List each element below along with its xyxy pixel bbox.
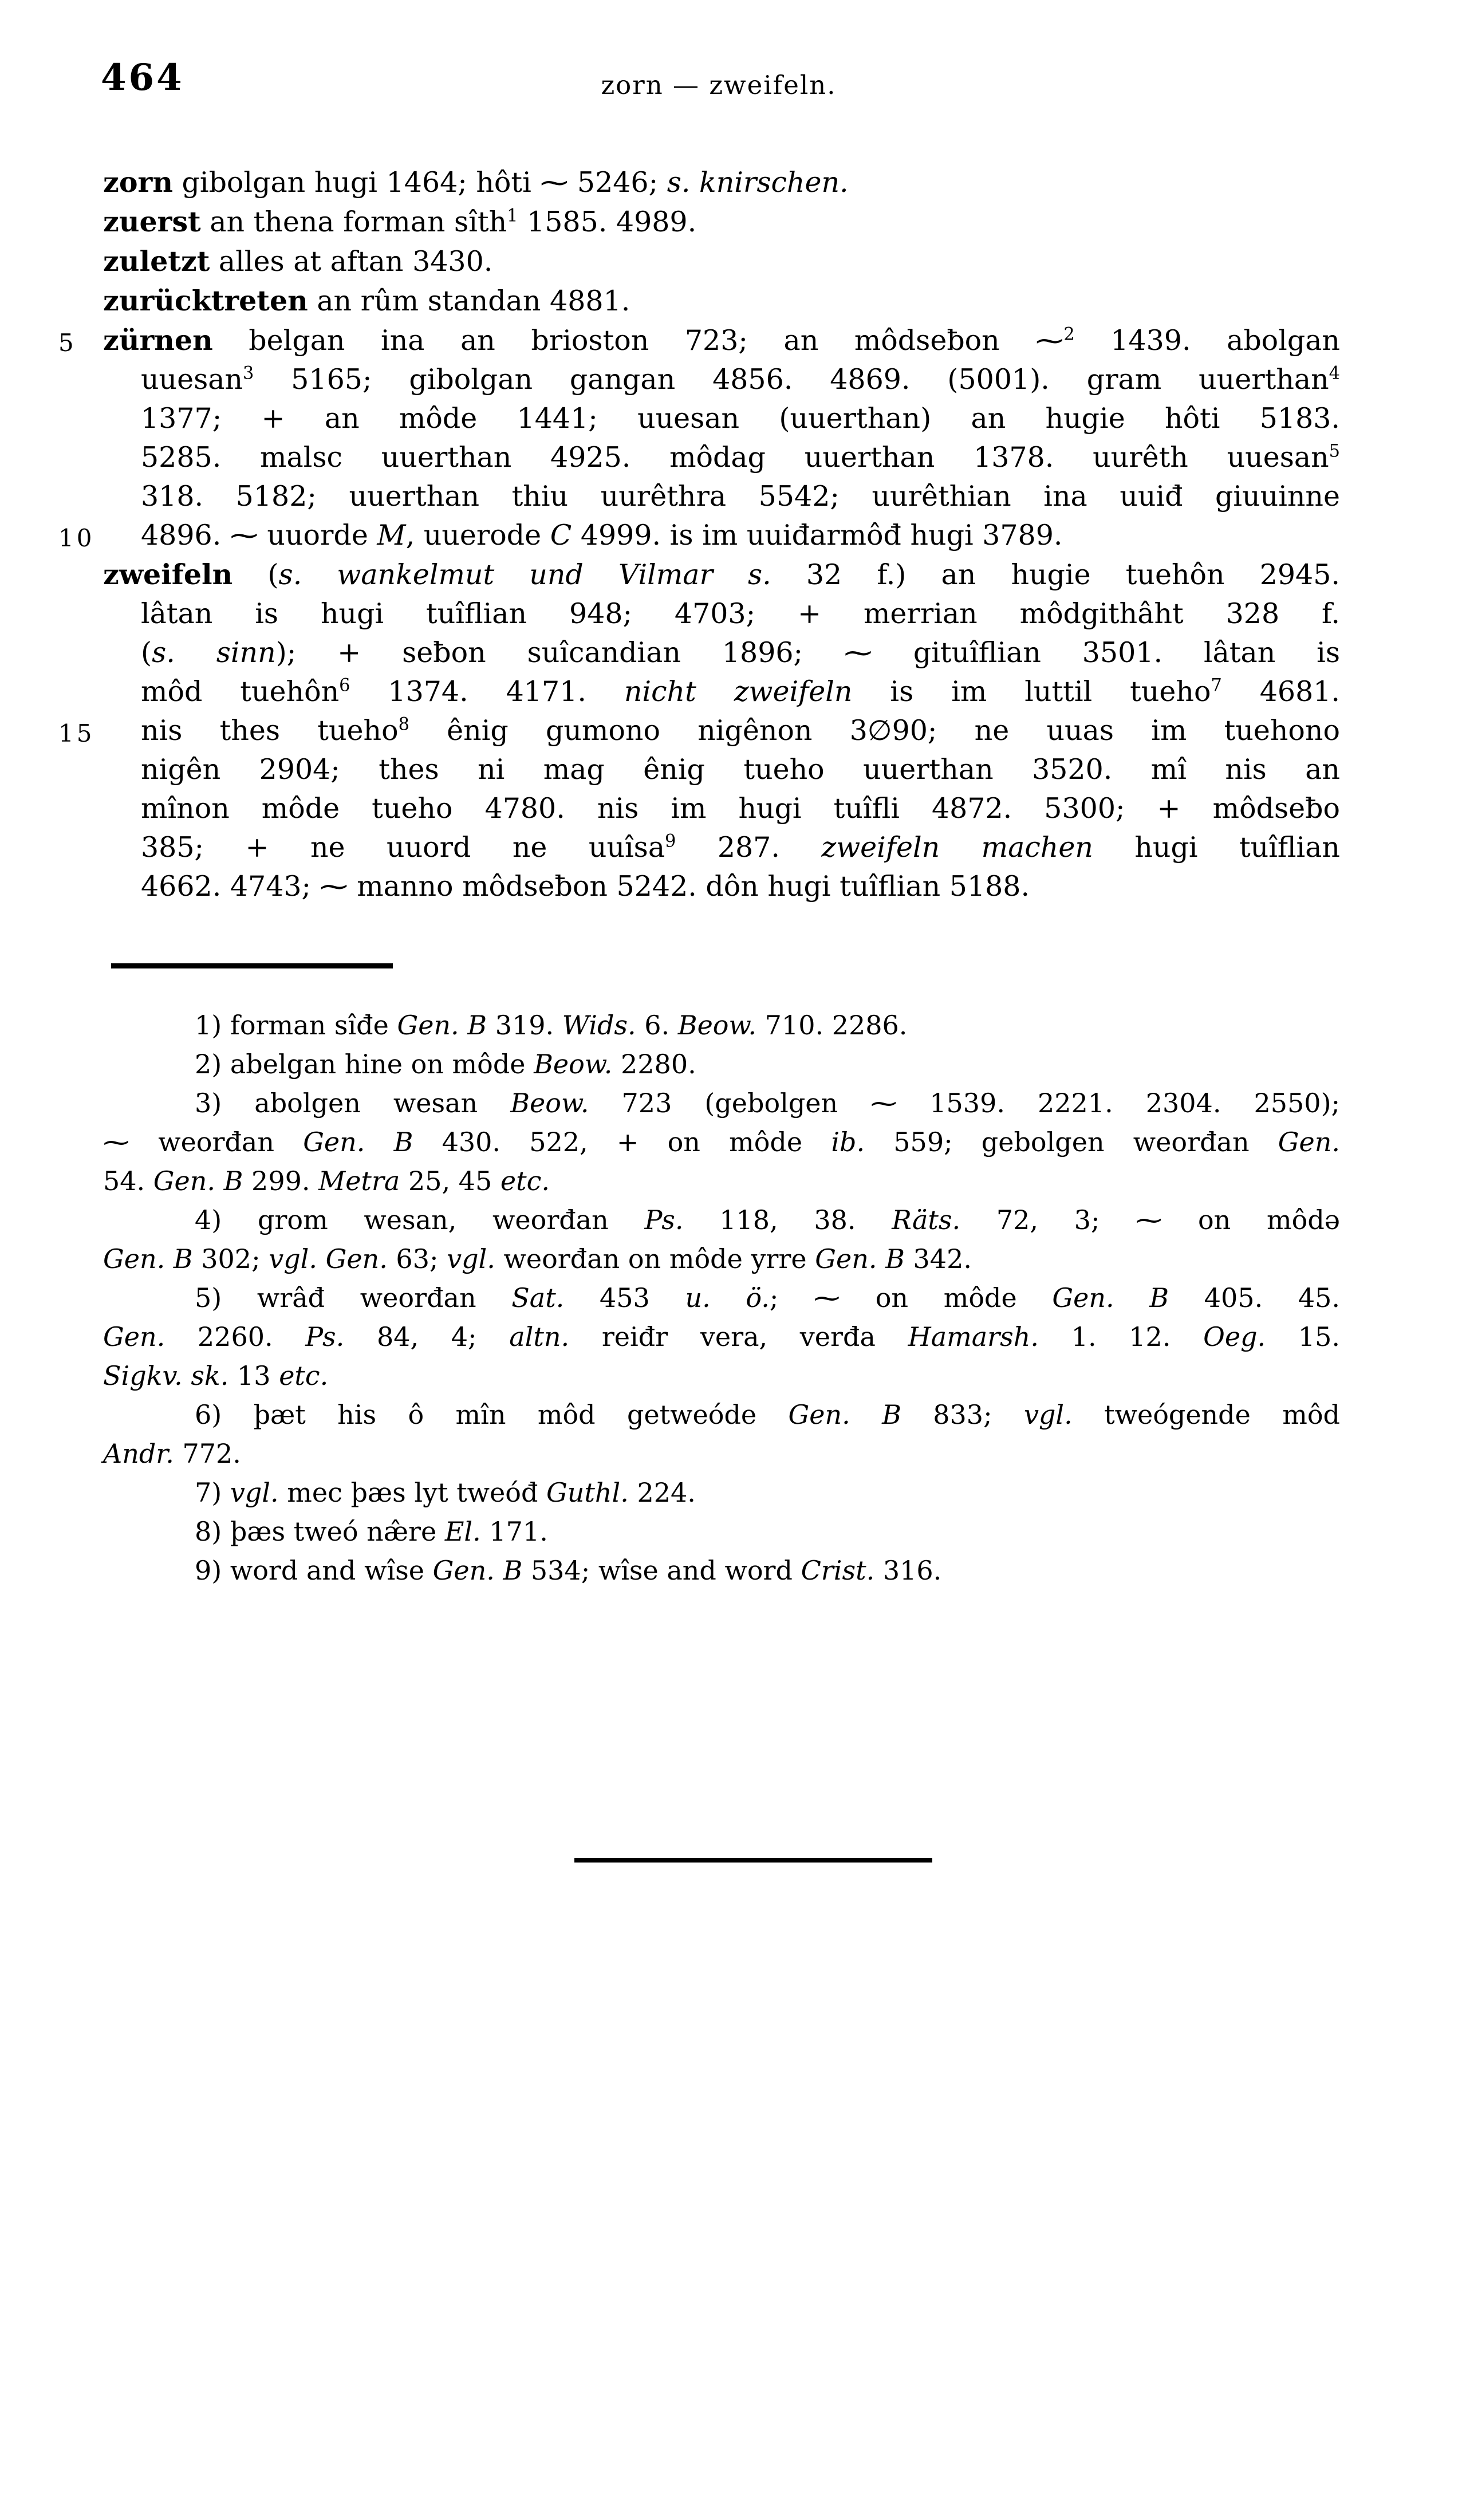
text-segment: 302;: [192, 1243, 269, 1274]
text-segment: belgan ina an brioston 723; an môdseƀon ⁓: [212, 324, 1064, 357]
footnote-line: [103, 1161, 1340, 1200]
text-segment: 8) þæs tweó næ̂re: [195, 1516, 445, 1547]
footnote-line: [103, 1395, 1340, 1434]
text-segment: tweógende môd: [1072, 1399, 1340, 1430]
text-segment: Beow.: [677, 1010, 757, 1041]
entry-text-line: [103, 360, 1340, 399]
text-segment: Crist.: [801, 1555, 875, 1586]
text-segment: 833;: [901, 1399, 1024, 1430]
text-segment: 54.: [103, 1166, 153, 1196]
text-segment: zurücktreten: [103, 284, 308, 317]
text-segment: zuletzt: [103, 245, 210, 278]
footnote-line: [103, 1317, 1340, 1356]
text-segment: uuesan: [141, 363, 243, 396]
text-segment: 7): [195, 1477, 230, 1508]
text-segment: 5165; gibolgan gangan 4856. 4869. (5001). gram uuerthan: [254, 363, 1329, 396]
footnote-line: [103, 1239, 1340, 1278]
text-segment: Gen. B: [153, 1166, 243, 1196]
text-segment: Gen. B: [303, 1127, 413, 1157]
text-segment: 710. 2286.: [756, 1010, 908, 1041]
entry-text-line: [103, 789, 1340, 828]
text-segment: 1439. abolgan: [1074, 324, 1340, 357]
text-segment: altn.: [509, 1321, 570, 1352]
text-segment: vgl.: [1023, 1399, 1073, 1430]
text-segment: ênig gumono nigênon 3∅90; ne uuas im tuehono: [409, 714, 1340, 747]
text-segment: 1377; + an môde 1441; uuesan (uuerthan) an hugie hôti 5183.: [141, 402, 1340, 435]
text-segment: (: [141, 636, 152, 669]
entry-text-line: [58, 516, 1340, 555]
text-segment: 9) word and wîse: [195, 1555, 433, 1586]
text-segment: 25, 45: [400, 1166, 501, 1196]
text-segment: mec þæs lyt tweóđ: [278, 1477, 547, 1508]
text-segment: 6) þæt his ô mîn môd getweóde: [195, 1399, 789, 1430]
text-segment: 342.: [904, 1243, 972, 1274]
page-number: 464: [101, 56, 184, 99]
text-segment: 405. 45.: [1169, 1282, 1341, 1313]
text-segment: Ps.: [305, 1321, 345, 1352]
text-segment: 5285. malsc uuerthan 4925. môdag uuerthan 1378. uurêth uuesan: [141, 441, 1329, 474]
footnote-line: [103, 1123, 1340, 1161]
entry-text-line: [58, 321, 1340, 360]
footnote-reference-mark: 6: [339, 675, 350, 696]
text-segment: is im luttil tueho: [852, 675, 1211, 708]
margin-line-number: 5: [58, 329, 77, 357]
text-segment: ); + seƀon suîcandian 1896; ⁓ gituîflian 3501. lâtan is: [275, 636, 1340, 669]
text-segment: reiđr vera, verđa: [569, 1321, 908, 1352]
text-segment: Beow.: [534, 1049, 613, 1080]
text-segment: nis thes tueho: [141, 714, 399, 747]
text-segment: 4) grom wesan, weorđan: [195, 1204, 645, 1235]
footnote-reference-mark: 3: [243, 363, 254, 384]
footnote-line: [103, 1084, 1340, 1123]
text-segment: Räts.: [892, 1204, 961, 1235]
entry-text-line: [103, 242, 1340, 281]
entry-text-line: [103, 555, 1340, 594]
text-segment: zweifeln: [103, 558, 233, 591]
text-segment: El.: [444, 1516, 481, 1547]
text-segment: Sat.: [511, 1282, 565, 1313]
text-segment: Andr.: [103, 1438, 174, 1469]
text-segment: 2260.: [165, 1321, 306, 1352]
text-segment: C: [550, 519, 572, 552]
text-segment: Ps.: [644, 1204, 684, 1235]
entry-text-line: [103, 281, 1340, 321]
text-segment: etc.: [279, 1360, 329, 1391]
text-segment: 84, 4;: [344, 1321, 510, 1352]
footnotes-block: [103, 1006, 1340, 1590]
text-segment: 2280.: [612, 1049, 696, 1080]
text-segment: alles at aftan 3430.: [210, 245, 493, 278]
text-segment: 4999. is im uuiđarmôđ hugi 3789.: [572, 519, 1063, 552]
footnote-reference-mark: 9: [665, 831, 676, 852]
text-segment: s. knirschen.: [667, 166, 849, 199]
text-segment: lâtan is hugi tuîflian 948; 4703; + merrian môdgithâht 328 f.: [141, 597, 1340, 630]
entry-text-block: [58, 163, 1341, 906]
footnote-line: [103, 1512, 1340, 1551]
footnote-line: [103, 1356, 1340, 1395]
text-segment: ib.: [831, 1127, 865, 1157]
text-segment: nigên 2904; thes ni mag ênig tueho uuerthan 3520. mî nis an: [141, 753, 1340, 786]
text-segment: 772.: [174, 1438, 241, 1469]
text-segment: 385; + ne uuord ne uuîsa: [141, 831, 665, 864]
text-segment: zweifeln machen: [821, 831, 1093, 864]
text-segment: 316.: [874, 1555, 942, 1586]
text-segment: etc.: [500, 1166, 550, 1196]
text-segment: s. sinn: [152, 636, 276, 669]
text-segment: Beow.: [510, 1088, 589, 1119]
text-segment: 287.: [676, 831, 822, 864]
text-segment: Metra: [318, 1166, 400, 1196]
text-segment: 32 f.) an hugie tuehôn 2945.: [771, 558, 1340, 591]
entry-text-line: [103, 477, 1340, 516]
text-segment: 1) forman sîđe: [195, 1010, 397, 1041]
text-segment: vgl. Gen.: [269, 1243, 388, 1274]
text-segment: 534; wîse and word: [522, 1555, 801, 1586]
text-segment: 453: [564, 1282, 685, 1313]
text-segment: Gen.: [1278, 1127, 1341, 1157]
text-segment: mînon môde tueho 4780. nis im hugi tuîfli 4872. 5300; + môdseƀo: [141, 792, 1340, 825]
text-segment: Gen. B: [397, 1010, 487, 1041]
text-segment: 5) wrâđ weorđan: [195, 1282, 512, 1313]
footnote-line: [103, 1045, 1340, 1084]
text-segment: 4681.: [1221, 675, 1341, 708]
end-of-section-rule: [574, 1858, 932, 1863]
footnote-reference-mark: 7: [1211, 675, 1222, 696]
footnote-line: [103, 1434, 1340, 1473]
text-segment: Gen. B: [432, 1555, 523, 1586]
text-segment: (: [232, 558, 279, 591]
text-segment: M: [377, 519, 406, 552]
text-segment: 3) abolgen wesan: [195, 1088, 511, 1119]
entry-text-line: [103, 672, 1340, 711]
text-segment: gibolgan hugi 1464; hôti ⁓ 5246;: [172, 166, 667, 199]
text-segment: Guthl.: [546, 1477, 629, 1508]
text-segment: 723 (gebolgen ⁓ 1539. 2221. 2304. 2550);: [589, 1088, 1341, 1119]
text-segment: vgl.: [230, 1477, 279, 1508]
footnote-line: [103, 1473, 1340, 1512]
entry-text-line: [103, 163, 1340, 202]
text-segment: hugi tuîflian: [1093, 831, 1340, 864]
entry-text-line: [103, 399, 1340, 438]
text-segment: zorn: [103, 166, 173, 199]
text-segment: zuerst: [103, 205, 201, 238]
text-segment: ; ⁓ on môde: [769, 1282, 1053, 1313]
footnote-reference-mark: 2: [1063, 324, 1075, 345]
entry-text-line: [103, 438, 1340, 477]
text-segment: 72, 3; ⁓ on môdə: [960, 1204, 1340, 1235]
text-segment: 118, 38.: [683, 1204, 892, 1235]
text-segment: an rûm standan 4881.: [308, 285, 630, 317]
text-segment: 318. 5182; uuerthan thiu uurêthra 5542; uurêthian ina uuiđ giuuinne: [141, 480, 1340, 513]
text-segment: 1. 12.: [1039, 1321, 1204, 1352]
text-segment: an thena forman sîth: [200, 206, 507, 238]
entry-text-line: [103, 828, 1340, 867]
footnote-line: [103, 1278, 1340, 1317]
text-segment: nicht zweifeln: [624, 675, 853, 708]
margin-line-number: 15: [58, 719, 95, 747]
entry-text-line: [58, 711, 1340, 750]
text-segment: 4662. 4743; ⁓ manno môdseƀon 5242. dôn hugi tuîflian 5188.: [141, 870, 1030, 903]
text-segment: u. ö.: [685, 1282, 770, 1313]
text-segment: Gen. B: [103, 1243, 193, 1274]
text-segment: 4896. ⁓ uuorde: [141, 519, 377, 552]
text-segment: Gen.: [103, 1321, 165, 1352]
text-segment: zürnen: [103, 324, 213, 357]
footnote-reference-mark: 8: [398, 714, 409, 735]
footnote-line: [103, 1006, 1340, 1045]
text-segment: 2) abelgan hine on môde: [195, 1049, 534, 1080]
text-segment: 319.: [487, 1010, 562, 1041]
text-segment: Hamarsh.: [908, 1321, 1039, 1352]
entry-text-line: [103, 633, 1340, 672]
footnote-line: [103, 1551, 1340, 1590]
footnote-reference-mark: 1: [507, 206, 518, 226]
text-segment: , uuerode: [405, 519, 550, 552]
text-segment: Gen. B: [788, 1399, 901, 1430]
text-segment: Wids.: [562, 1010, 636, 1041]
text-segment: 171.: [480, 1516, 548, 1547]
text-segment: 1585. 4989.: [518, 206, 697, 238]
text-segment: 63;: [387, 1243, 447, 1274]
text-segment: 224.: [628, 1477, 696, 1508]
footnote-line: [103, 1200, 1340, 1239]
entry-text-line: [103, 594, 1340, 633]
text-segment: Sigkv. sk.: [103, 1360, 229, 1391]
text-segment: s. wankelmut und Vilmar s.: [278, 558, 771, 591]
margin-line-number: 10: [58, 524, 95, 552]
footnote-separator-rule: [111, 963, 393, 968]
footnote-reference-mark: 4: [1329, 363, 1340, 384]
text-segment: weorđan on môde yrre: [495, 1243, 815, 1274]
running-title: zorn — zweifeln.: [601, 70, 837, 100]
text-segment: ⁓ weorđan: [103, 1127, 304, 1157]
text-segment: 559; gebolgen weorđan: [865, 1127, 1278, 1157]
text-segment: Gen. B: [1052, 1282, 1169, 1313]
text-segment: vgl.: [447, 1243, 495, 1274]
entry-text-line: [103, 202, 1340, 242]
text-segment: 13: [228, 1360, 279, 1391]
entry-text-line: [103, 750, 1340, 789]
text-segment: 299.: [243, 1166, 319, 1196]
text-segment: 430. 522, + on môde: [413, 1127, 831, 1157]
entry-text-line: [103, 867, 1340, 906]
text-segment: môd tuehôn: [141, 675, 340, 708]
text-segment: Gen. B: [815, 1243, 905, 1274]
text-segment: 1374. 4171.: [350, 675, 624, 708]
footnote-reference-mark: 5: [1329, 441, 1340, 462]
text-segment: 6.: [636, 1010, 678, 1041]
text-segment: Oeg.: [1203, 1321, 1266, 1352]
text-segment: 15.: [1266, 1321, 1341, 1352]
